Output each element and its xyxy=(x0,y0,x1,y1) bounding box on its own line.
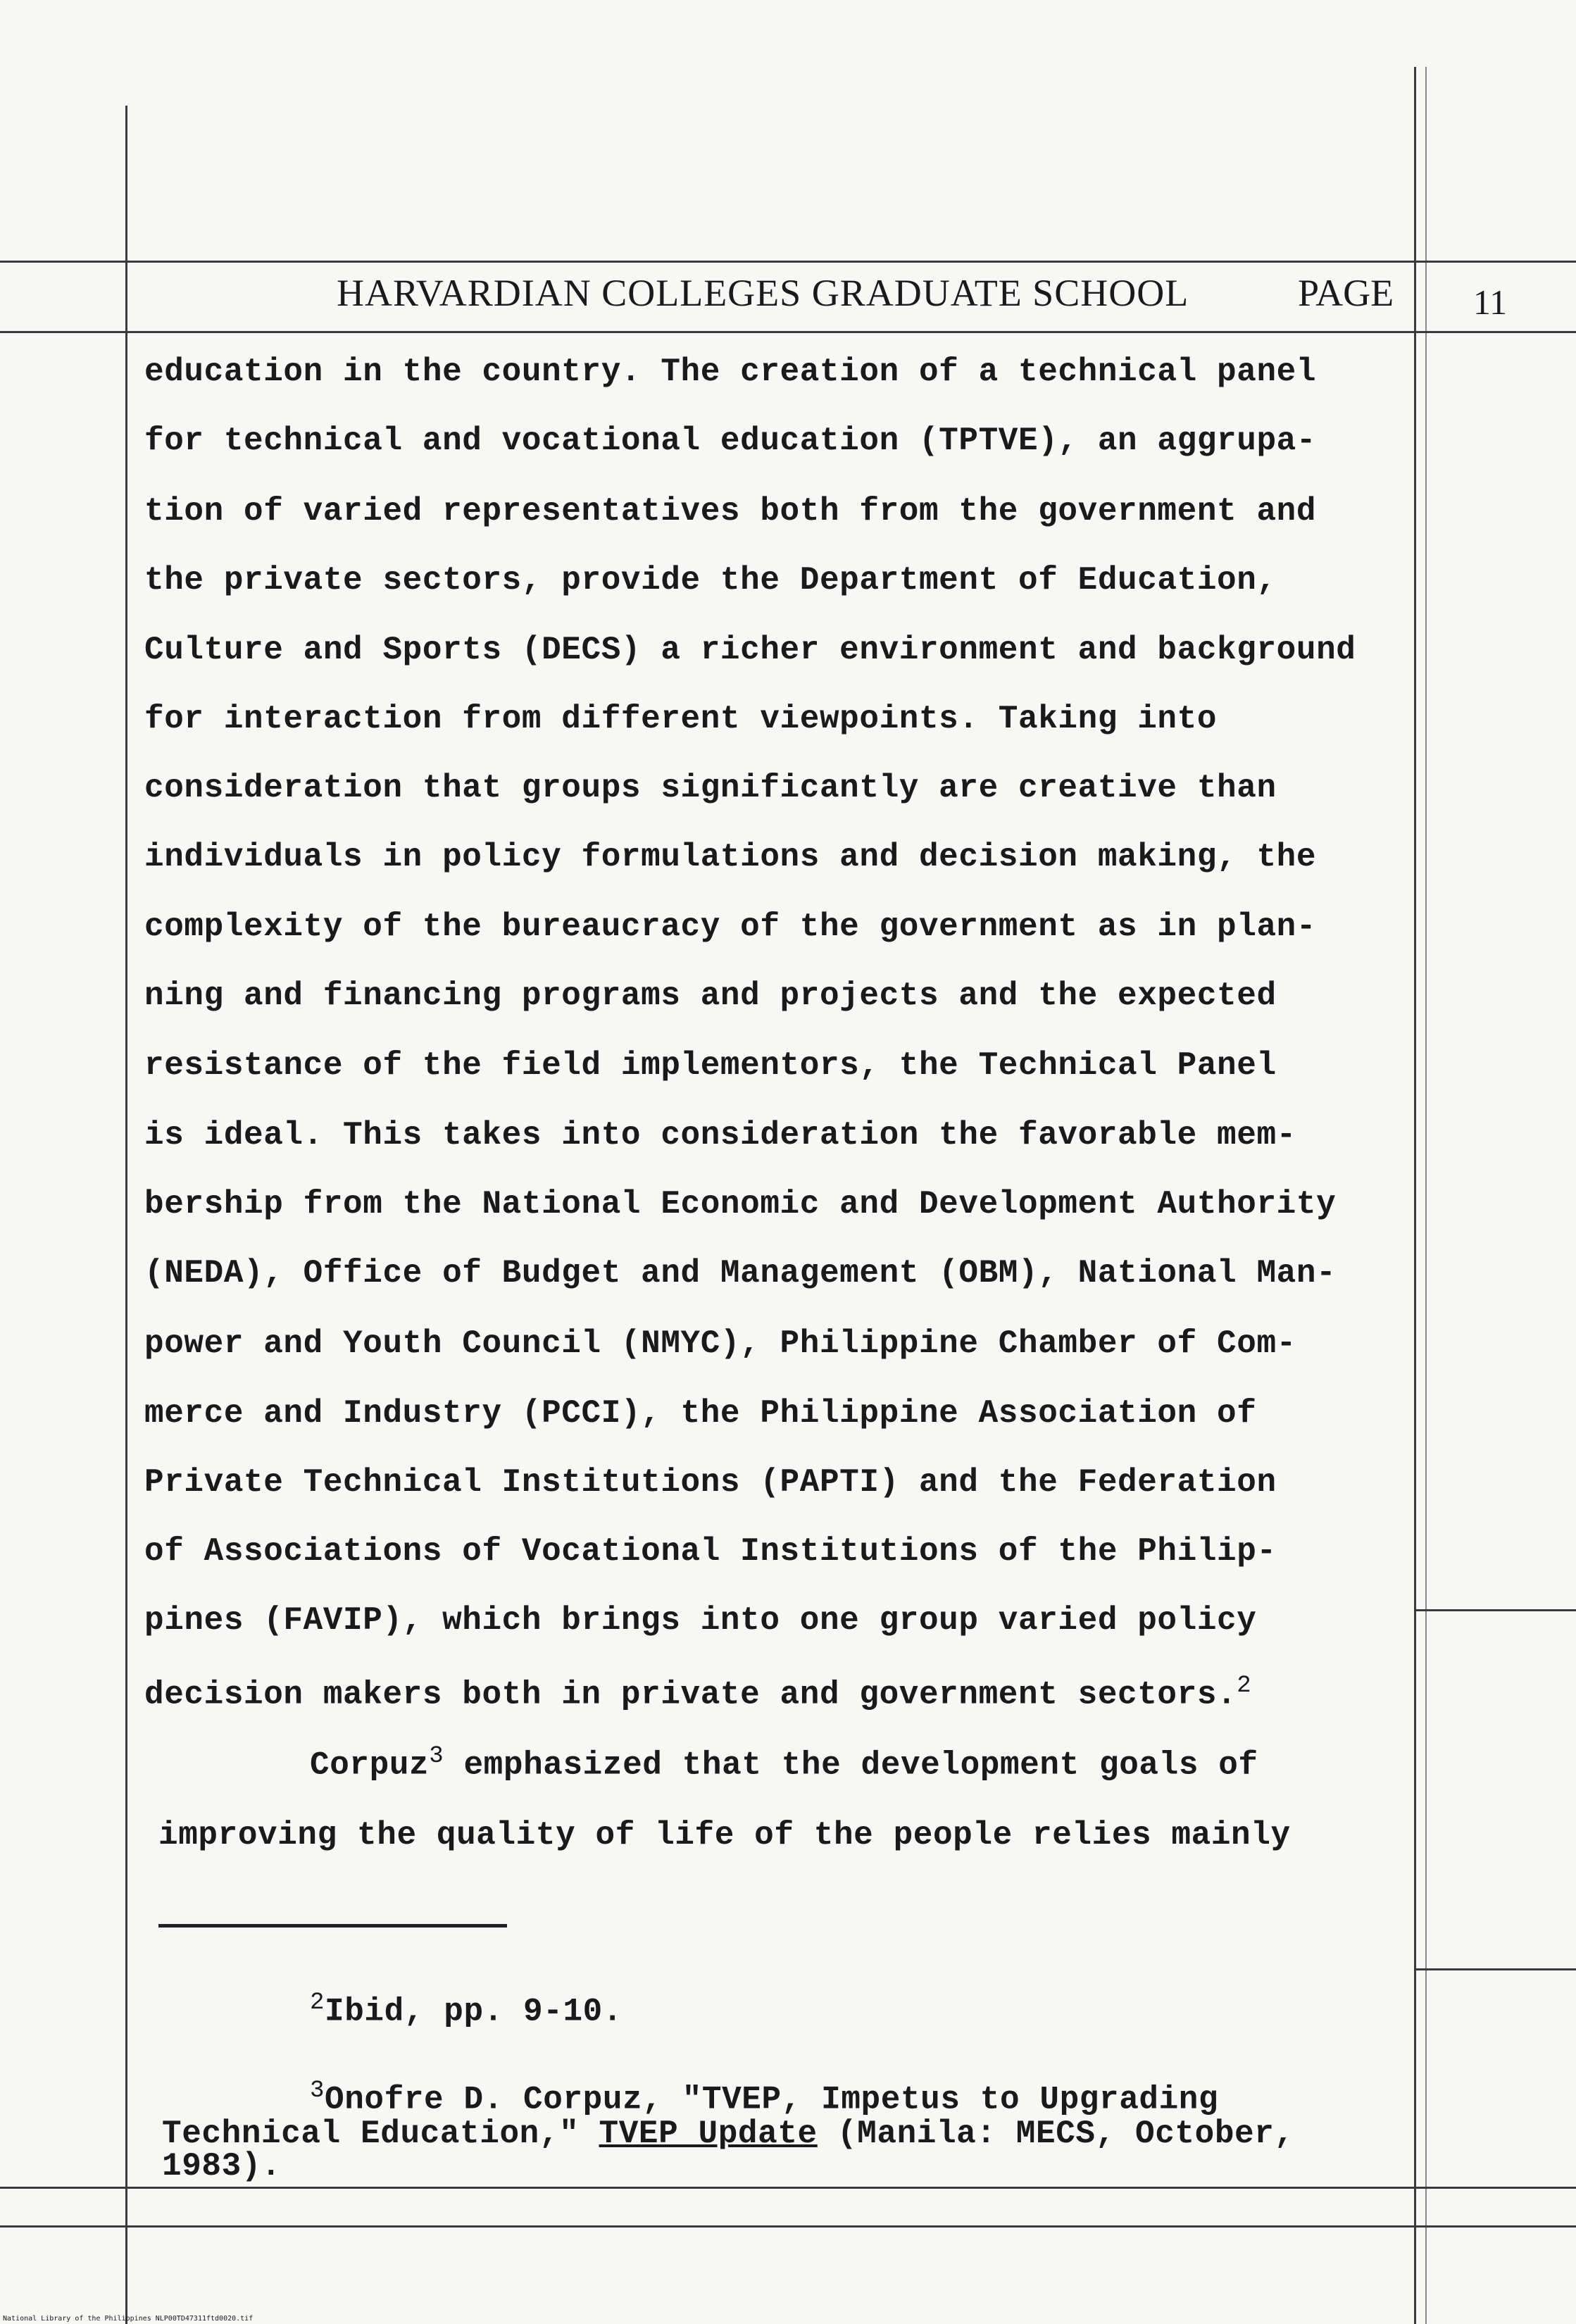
outer-right-rule xyxy=(1425,67,1427,2324)
right-column-rule-2 xyxy=(1414,1968,1576,1970)
body-line-text: decision makers both in private and government sectors. xyxy=(144,1676,1237,1713)
header-top-rule xyxy=(0,261,1576,263)
paragraph-2-line-1 xyxy=(310,1743,1258,1783)
bottom-rule-2 xyxy=(0,2225,1576,2228)
body-line: tion of varied representatives both from the government and xyxy=(144,493,1317,530)
footnote-2-marker: 2 xyxy=(310,1989,325,2016)
body-line: ning and financing programs and projects and the expected xyxy=(144,977,1277,1014)
body-line: consideration that groups significantly are creative than xyxy=(144,770,1277,806)
header-bottom-rule xyxy=(0,331,1576,333)
footnote-3-text: (Manila: MECS, October, xyxy=(817,2116,1294,2152)
right-margin-rule xyxy=(1414,67,1416,2324)
body-line: individuals in policy formulations and decision making, the xyxy=(144,839,1317,875)
body-line: for interaction from different viewpoints. Taking into xyxy=(144,701,1218,737)
header-title: HARVARDIAN COLLEGES GRADUATE SCHOOL xyxy=(337,272,1189,314)
body-line: pines (FAVIP), which brings into one group varied policy xyxy=(144,1602,1257,1639)
body-line: for technical and vocational education (TPTVE), an aggrupa- xyxy=(144,423,1317,459)
paragraph-2-text: emphasized that the development goals of xyxy=(444,1747,1258,1784)
footnote-2-text: Ibid, pp. 9-10. xyxy=(325,1993,623,2030)
footnote-3-line-1 xyxy=(310,2078,1218,2118)
archive-credit: National Library of the Philippines NLP00TD47311ftd0020.tif xyxy=(3,2315,254,2323)
body-line: is ideal. This takes into consideration the favorable mem- xyxy=(144,1117,1296,1154)
footnote-3-marker: 3 xyxy=(310,2078,325,2104)
body-line: (NEDA), Office of Budget and Management (OBM), National Man- xyxy=(144,1255,1337,1292)
footnote-separator xyxy=(158,1924,507,1928)
body-line: the private sectors, provide the Department of Education, xyxy=(144,562,1277,599)
body-line: merce and Industry (PCCI), the Philippine Association of xyxy=(144,1395,1257,1432)
body-line: power and Youth Council (NMYC), Philippine Chamber of Com- xyxy=(144,1325,1296,1362)
body-line: Culture and Sports (DECS) a richer environment and background xyxy=(144,632,1356,668)
body-line: bership from the National Economic and Development Authority xyxy=(144,1186,1337,1223)
footnote-3-line-3: 1983). xyxy=(162,2148,282,2185)
footnote-3-publication-title: TVEP Update xyxy=(599,2116,818,2152)
body-line: education in the country. The creation of a technical panel xyxy=(144,354,1317,390)
body-line: complexity of the bureaucracy of the government as in plan- xyxy=(144,908,1317,945)
footnote-3-line-2 xyxy=(162,2116,1294,2152)
body-line: of Associations of Vocational Institutions of the Philip- xyxy=(144,1533,1277,1570)
page-number: 11 xyxy=(1473,282,1508,322)
footnote-3-text: Onofre D. Corpuz, "TVEP, Impetus to Upgrading xyxy=(325,2081,1219,2118)
body-line: Private Technical Institutions (PAPTI) and the Federation xyxy=(144,1464,1277,1501)
footnote-3-text: Technical Education," xyxy=(162,2116,599,2152)
bottom-rule-1 xyxy=(0,2187,1576,2189)
body-line: resistance of the field implementors, the Technical Panel xyxy=(144,1047,1277,1084)
footnote-ref-3: 3 xyxy=(429,1743,444,1770)
right-column-rule-1 xyxy=(1414,1609,1576,1611)
footnote-ref-2: 2 xyxy=(1237,1673,1252,1699)
left-margin-rule xyxy=(125,106,127,2324)
body-line-last xyxy=(144,1673,1251,1713)
author-name: Corpuz xyxy=(310,1747,430,1784)
footnote-2 xyxy=(310,1989,623,2030)
header-page-label: PAGE xyxy=(1298,272,1394,314)
paragraph-2-line-2: improving the quality of life of the people relies mainly xyxy=(158,1817,1291,1854)
